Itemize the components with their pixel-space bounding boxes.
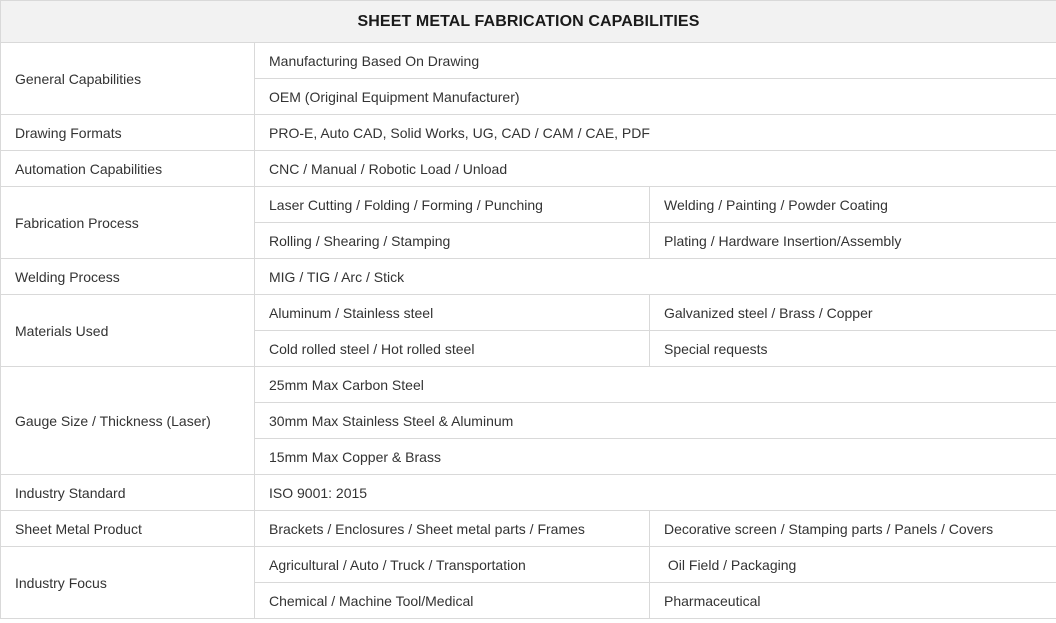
cell-value: Special requests: [650, 331, 1056, 367]
table-row: [1, 259, 1056, 295]
cell-value: Pharmaceutical: [650, 583, 1056, 619]
cell-value: OEM (Original Equipment Manufacturer): [255, 79, 1056, 115]
row-label-welding-process: Welding Process: [1, 259, 255, 295]
cell-value: 25mm Max Carbon Steel: [255, 367, 1056, 403]
table-header-row: [1, 1, 1056, 43]
cell-value: Laser Cutting / Folding / Forming / Punching: [255, 187, 650, 223]
cell-value: Cold rolled steel / Hot rolled steel: [255, 331, 650, 367]
table-row: [1, 115, 1056, 151]
row-label-materials-used: Materials Used: [1, 295, 255, 367]
cell-value: Oil Field / Packaging: [650, 547, 1056, 583]
cell-value: Plating / Hardware Insertion/Assembly: [650, 223, 1056, 259]
row-label-fabrication-process: Fabrication Process: [1, 187, 255, 259]
table-row: [1, 187, 1056, 223]
row-label-gauge-size: Gauge Size / Thickness (Laser): [1, 367, 255, 475]
cell-value: Brackets / Enclosures / Sheet metal parts / Frames: [255, 511, 650, 547]
cell-value: ISO 9001: 2015: [255, 475, 1056, 511]
table-title: SHEET METAL FABRICATION CAPABILITIES: [1, 1, 1056, 43]
cell-value: Manufacturing Based On Drawing: [255, 43, 1056, 79]
cell-value: Rolling / Shearing / Stamping: [255, 223, 650, 259]
row-label-general-capabilities: General Capabilities: [1, 43, 255, 115]
row-label-automation-capabilities: Automation Capabilities: [1, 151, 255, 187]
table-row: [1, 295, 1056, 331]
cell-value: MIG / TIG / Arc / Stick: [255, 259, 1056, 295]
cell-value: CNC / Manual / Robotic Load / Unload: [255, 151, 1056, 187]
row-label-industry-focus: Industry Focus: [1, 547, 255, 619]
cell-value: Welding / Painting / Powder Coating: [650, 187, 1056, 223]
table-row: [1, 367, 1056, 403]
cell-value: 15mm Max Copper & Brass: [255, 439, 1056, 475]
cell-value: Agricultural / Auto / Truck / Transportation: [255, 547, 650, 583]
cell-value: Decorative screen / Stamping parts / Panels / Covers: [650, 511, 1056, 547]
row-label-sheet-metal-product: Sheet Metal Product: [1, 511, 255, 547]
row-label-industry-standard: Industry Standard: [1, 475, 255, 511]
table-row: [1, 511, 1056, 547]
cell-value: 30mm Max Stainless Steel & Aluminum: [255, 403, 1056, 439]
cell-value: Aluminum / Stainless steel: [255, 295, 650, 331]
cell-value: Chemical / Machine Tool/Medical: [255, 583, 650, 619]
cell-value: Galvanized steel / Brass / Copper: [650, 295, 1056, 331]
cell-value: PRO-E, Auto CAD, Solid Works, UG, CAD / CAM / CAE, PDF: [255, 115, 1056, 151]
table-row: [1, 151, 1056, 187]
table-row: [1, 475, 1056, 511]
table-row: [1, 547, 1056, 583]
row-label-drawing-formats: Drawing Formats: [1, 115, 255, 151]
table-row: [1, 43, 1056, 79]
